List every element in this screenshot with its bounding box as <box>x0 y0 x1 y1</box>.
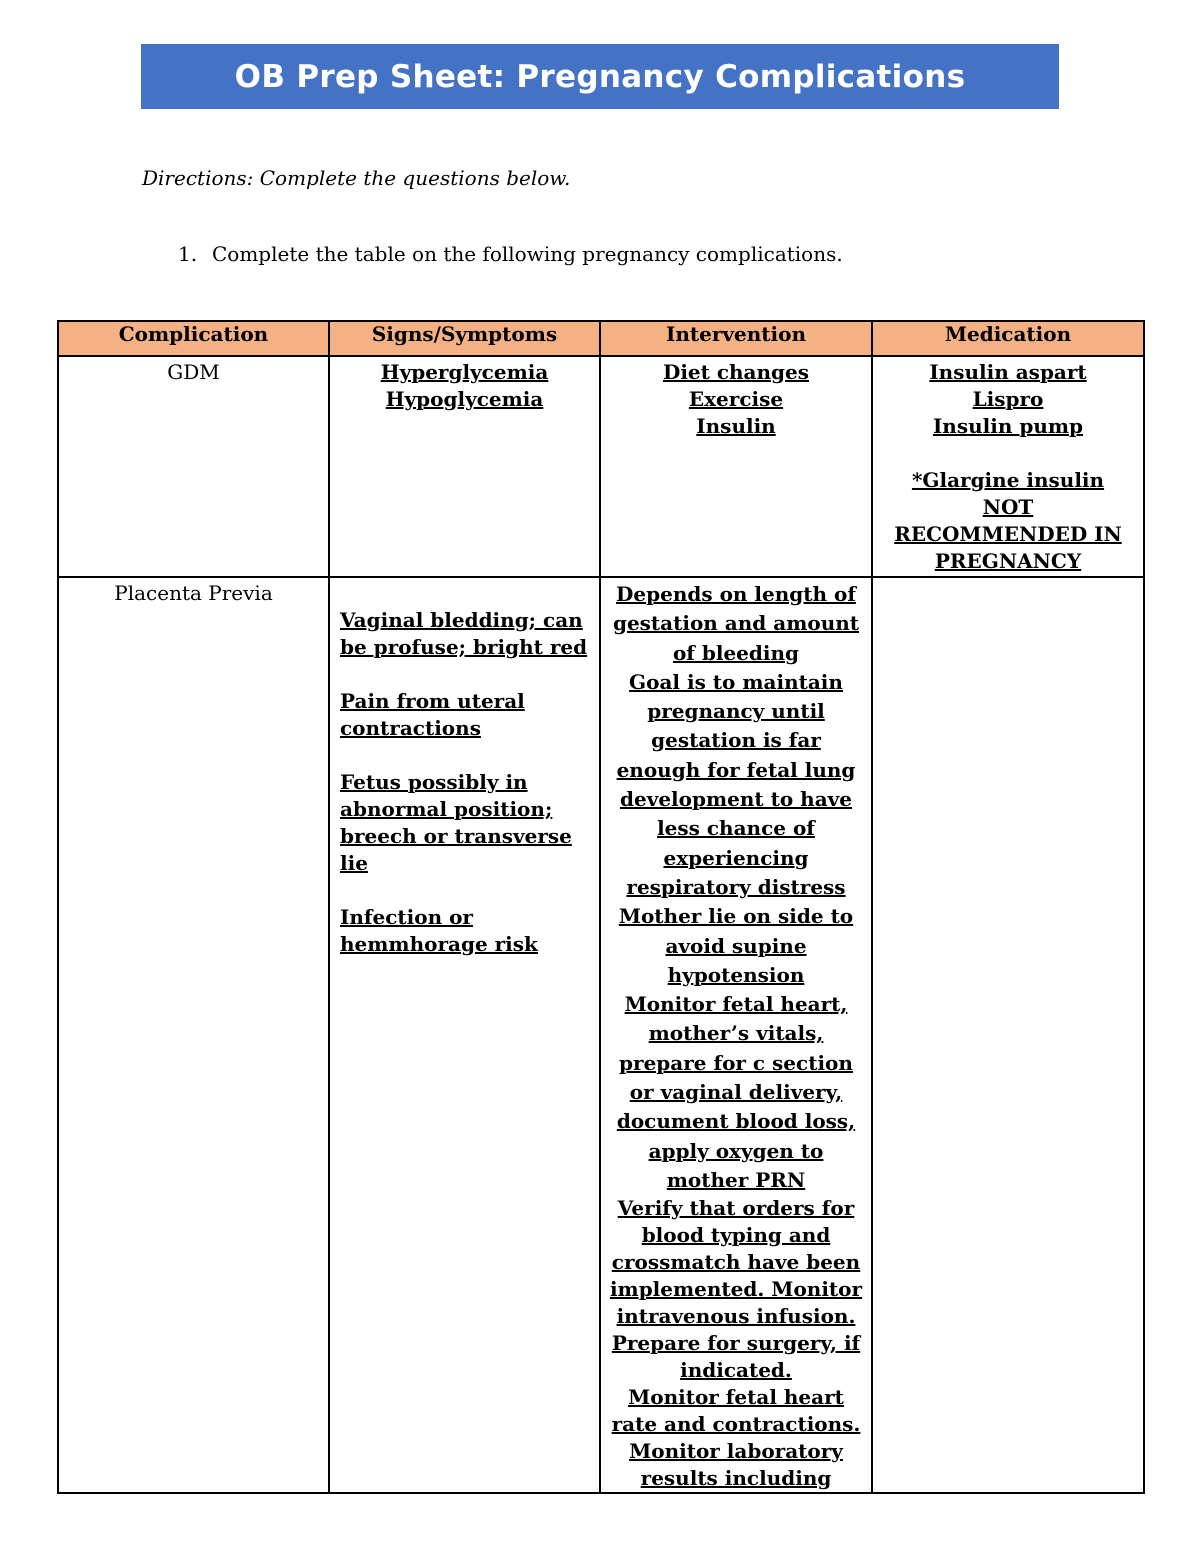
medication-item: Insulin aspart <box>929 360 1087 384</box>
sign-item: Infection or hemmhorage risk <box>340 905 538 956</box>
directions-text: Directions: Complete the questions below. <box>142 166 571 190</box>
intervention-item: Verify that orders for blood typing and crossmatch have been implemented. Monitor intravenous infusion. <box>609 1196 863 1329</box>
question-text: Complete the table on the following pregnancy complications. <box>212 242 843 266</box>
sign-item: Vaginal bledding; can be profuse; bright red <box>340 608 588 659</box>
sign-item: Pain from uteral contractions <box>340 689 525 740</box>
intervention-item: Prepare for surgery, if indicated. <box>611 1331 861 1383</box>
cell-intervention-placenta-previa <box>600 577 872 1493</box>
question-1 <box>178 242 843 266</box>
cell-medication-gdm <box>872 356 1144 577</box>
table-row-gdm <box>58 356 1144 577</box>
spacer <box>874 440 1142 467</box>
complication-name: Placenta Previa <box>114 581 273 605</box>
cell-complication-gdm <box>58 356 329 577</box>
intervention-item: Depends on length of gestation and amount of bleeding <box>612 582 860 665</box>
intervention-item: Exercise <box>688 387 784 411</box>
sign-item: Hypoglycemia <box>385 387 544 411</box>
sign-item: Hyperglycemia <box>380 360 549 384</box>
table-header-row <box>58 321 1144 356</box>
medication-note: *Glargine insulin NOT RECOMMENDED IN PREGNANCY <box>894 468 1122 573</box>
cell-intervention-gdm <box>600 356 872 577</box>
intervention-item: Monitor fetal heart, mother’s vitals, prepare for c section or vaginal delivery, document blood loss, apply oxygen to mother PRN <box>616 992 856 1192</box>
intervention-item: Insulin <box>696 414 776 438</box>
intervention-item: Diet changes <box>662 360 810 384</box>
complication-name: GDM <box>167 360 220 384</box>
cell-medication-placenta-previa <box>872 577 1144 1493</box>
intervention-item: Monitor fetal heart rate and contractions. <box>611 1385 861 1437</box>
header-medication: Medication <box>872 321 1144 356</box>
intervention-item: Mother lie on side to avoid supine hypotension <box>618 904 854 987</box>
cell-signs-gdm <box>329 356 600 577</box>
medication-item: Insulin pump <box>932 414 1084 438</box>
sign-item: Fetus possibly in abnormal position; breech or transverse lie <box>340 770 572 875</box>
medication-item: Lispro <box>972 387 1044 411</box>
cell-signs-placenta-previa <box>329 577 600 1493</box>
cell-complication-placenta-previa <box>58 577 329 1493</box>
page-title-banner <box>141 44 1059 109</box>
header-intervention: Intervention <box>600 321 872 356</box>
page-title: OB Prep Sheet: Pregnancy Complications <box>234 58 966 95</box>
header-signs-symptoms: Signs/Symptoms <box>329 321 600 356</box>
question-number: 1. <box>178 242 198 266</box>
header-complication: Complication <box>58 321 329 356</box>
table-row-placenta-previa <box>58 577 1144 1493</box>
complications-table <box>57 320 1145 1494</box>
intervention-item: Goal is to maintain pregnancy until gestation is far enough for fetal lung development to have less chance of experiencing respiratory distress <box>616 669 856 899</box>
intervention-item: Monitor laboratory results including <box>629 1439 843 1491</box>
